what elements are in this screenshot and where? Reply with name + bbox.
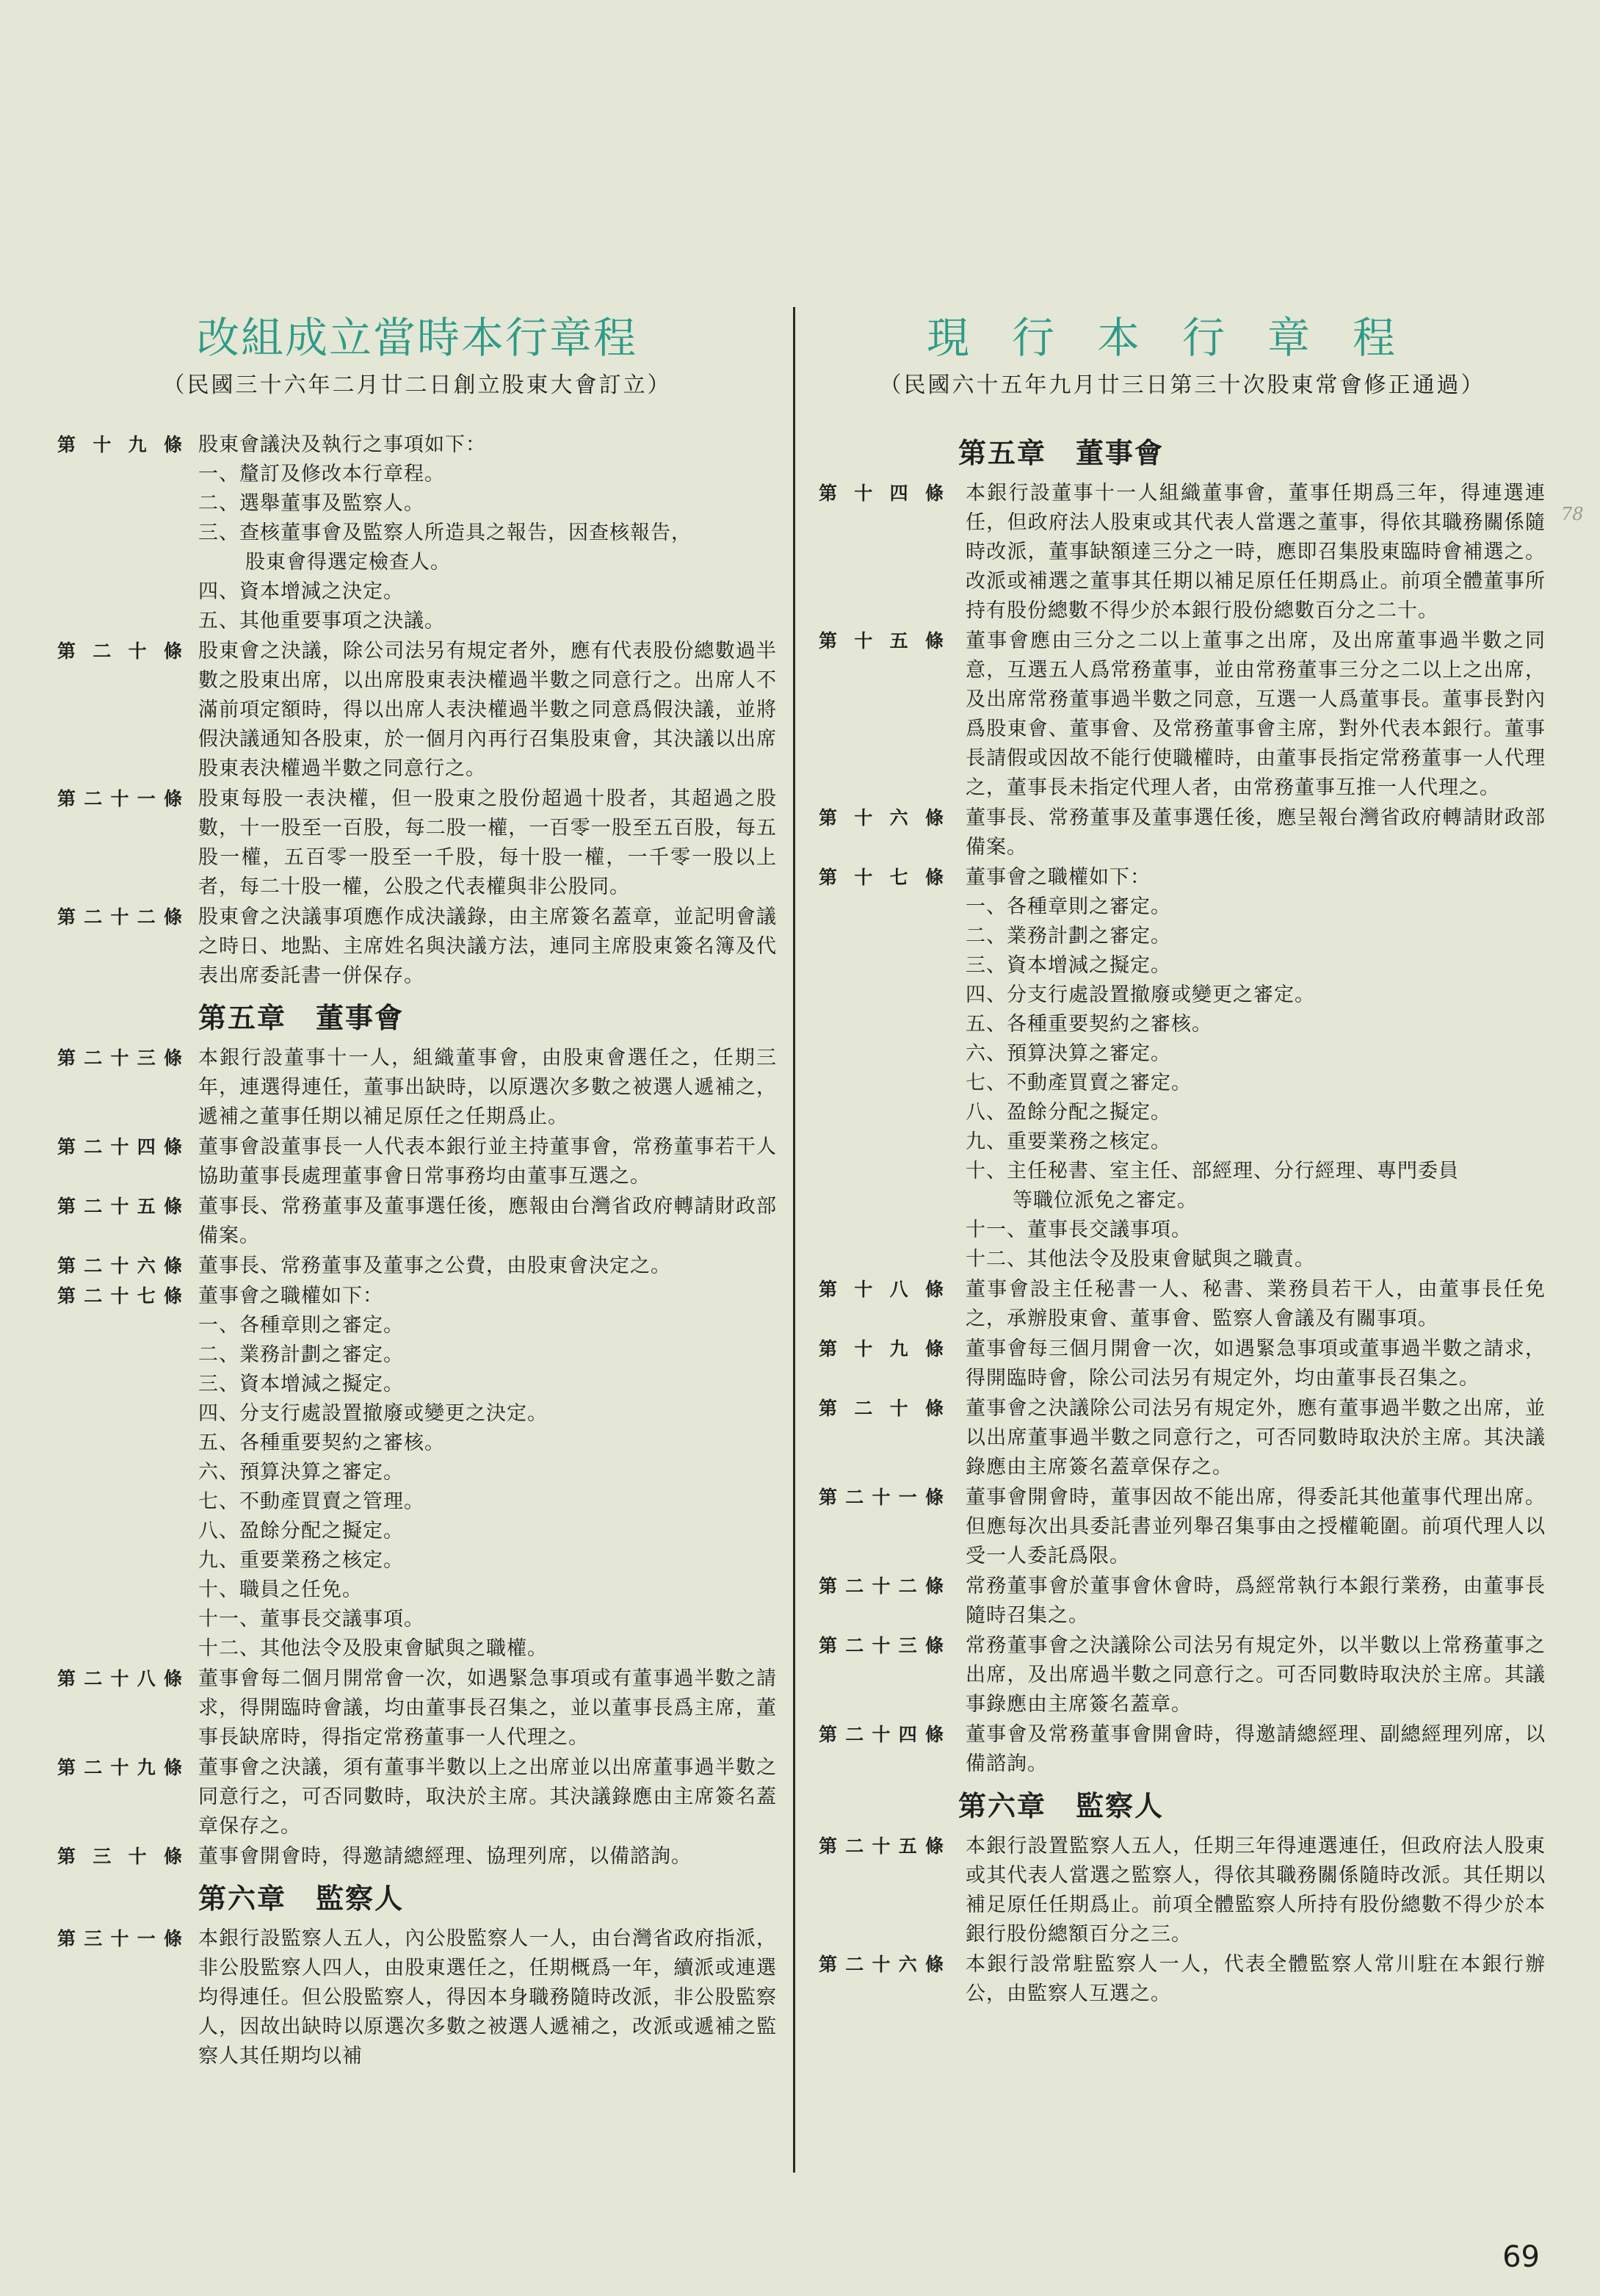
article-clause: 十二、其他法令及股東會賦與之職責。 <box>966 1248 1315 1271</box>
article-number: 第二十二條 <box>57 906 182 928</box>
article-clause: 等職位派免之審定。 <box>1013 1189 1198 1212</box>
article-text: 董事長、常務董事及董事之公費，由股東會決定之。 <box>198 1255 671 1277</box>
left-chapter-5-heading: 第五章 董事會 <box>198 1002 405 1034</box>
article <box>819 1572 1546 1631</box>
article-clause: 九、重要業務之核定。 <box>198 1549 404 1572</box>
article <box>57 637 777 784</box>
article-clause: 董事會之職權如下： <box>198 1285 383 1307</box>
article-clause: 二、業務計劃之審定。 <box>198 1343 404 1366</box>
article-clause: 二、業務計劃之審定。 <box>966 925 1171 947</box>
article <box>57 1664 777 1752</box>
article-number: 第二十八條 <box>57 1668 182 1689</box>
right-articles-b <box>819 1832 1546 2009</box>
article <box>819 627 1546 803</box>
article-number: 第十八條 <box>819 1279 944 1300</box>
article-number: 第三十條 <box>57 1846 182 1867</box>
article <box>57 1924 777 2071</box>
article-number: 第十七條 <box>819 867 944 888</box>
article <box>57 903 777 991</box>
left-subtitle: （民國三十六年二月廿二日創立股東大會訂立） <box>162 372 672 398</box>
article-number: 第二十二條 <box>819 1575 944 1597</box>
article <box>57 784 777 902</box>
right-subtitle: （民國六十五年九月廿三日第三十次股東常會修正通過） <box>879 372 1485 398</box>
article <box>819 1631 1546 1719</box>
article-number: 第二十三條 <box>819 1635 944 1656</box>
article-number: 第二十六條 <box>819 1954 944 1975</box>
article-text: 本銀行設監察人五人，內公股監察人一人，由台灣省政府指派，非公股監察人四人，由股東選任之，任期概爲一年，續派或連選均得連任。但公股監察人，得因本身職務隨時改派，非公股監察人，因故出缺時以原選次多數之被選人遞補之，改派或遞補之監察人其任期均以補 <box>198 1927 777 2068</box>
article-clause: 七、不動產買賣之審定。 <box>966 1072 1192 1094</box>
article-number: 第二十一條 <box>57 788 182 809</box>
article <box>57 1044 777 1132</box>
article-text: 本銀行設置監察人五人，任期三年得連選連任，但政府法人股東或其代表人當選之監察人，得依其職務關係隨時改派。其任期以補足原任任期爲止。前項全體監察人所持有股份總數不得少於本銀行股份總額百分之三。 <box>966 1835 1546 1946</box>
article <box>57 1842 777 1871</box>
article-number: 第二十七條 <box>57 1285 182 1307</box>
article-number: 第二十六條 <box>57 1255 182 1277</box>
article-number: 第十五條 <box>819 630 944 651</box>
article <box>819 1720 1546 1779</box>
left-column <box>57 308 777 2072</box>
article-number: 第二十四條 <box>819 1724 944 1745</box>
left-articles-a <box>57 430 777 991</box>
article-clause: 五、各種重要契約之審核。 <box>966 1013 1212 1036</box>
article-clause: 九、重要業務之核定。 <box>966 1130 1171 1153</box>
article-number: 第十六條 <box>819 807 944 828</box>
article-number: 第十四條 <box>819 483 944 504</box>
article-text: 董事會應由三分之二以上董事之出席，及出席董事過半數之同意，互選五人爲常務董事，並由常務董事三分之二以上之出席，及出席常務董事過半數之同意，互選一人爲董事長。董事長對內爲股東會、董事會、及常務董事會主席，對外代表本銀行。董事長請假或因故不能行使職權時，由董事長指定常務董事一人代理之，董事長未指定代理人者，由常務董事互推一人代理之。 <box>966 629 1546 799</box>
article-number: 第二十條 <box>57 640 182 662</box>
article-clause: 八、盈餘分配之擬定。 <box>966 1101 1171 1124</box>
article-clause: 六、預算決算之審定。 <box>966 1042 1171 1065</box>
article-clause: 一、各種章則之審定。 <box>966 895 1171 918</box>
article-number: 第二十五條 <box>819 1835 944 1857</box>
article-clause: 七、不動產買賣之管理。 <box>198 1490 424 1513</box>
article-number: 第十九條 <box>57 434 182 455</box>
article-clause: 十、主任秘書、室主任、部經理、分行經理、專門委員 <box>966 1160 1459 1183</box>
article-number: 第二十條 <box>819 1398 944 1419</box>
article <box>819 1275 1546 1334</box>
right-chapter-6-heading: 第六章 監察人 <box>958 1790 1165 1822</box>
article-text: 董事會開會時，董事因故不能出席，得委託其他董事代理出席。但應每次出具委託書並列舉召集事由之授權範圍。前項代理人以受一人委託爲限。 <box>966 1486 1546 1567</box>
article-text: 董事會設董事長一人代表本銀行並主持董事會，常務董事若干人協助董事長處理董事會日常事務均由董事互選之。 <box>198 1136 777 1188</box>
article-text: 董事會及常務董事會開會時，得邀請總經理、副總經理列席，以備諮詢。 <box>966 1723 1546 1775</box>
article-clause: 三、資本增減之擬定。 <box>966 954 1171 977</box>
article <box>819 1832 1546 1949</box>
article <box>819 1394 1546 1482</box>
article <box>57 1133 777 1191</box>
article-clause: 十一、董事長交議事項。 <box>966 1219 1192 1241</box>
article-clause: 四、資本增減之決定。 <box>198 580 404 603</box>
article-clause: 十一、董事長交議事項。 <box>198 1608 424 1631</box>
column-divider <box>793 307 795 2173</box>
article-clause: 二、選舉董事及監察人。 <box>198 492 424 515</box>
left-title: 改組成立當時本行章程 <box>196 313 637 363</box>
article-clause: 六、預算決算之審定。 <box>198 1461 404 1484</box>
article-clause: 一、釐訂及修改本行章程。 <box>198 463 445 485</box>
left-articles-c <box>57 1924 777 2071</box>
article <box>819 1335 1546 1393</box>
article-number: 第二十一條 <box>819 1487 944 1508</box>
article-clause: 三、查核董事會及監察人所造具之報告，因查核報告， <box>198 521 692 544</box>
article-text: 董事會開會時，得邀請總經理、協理列席，以備諮詢。 <box>198 1845 692 1868</box>
article-clause: 十、職員之任免。 <box>198 1578 363 1601</box>
article-text: 股東每股一表決權，但一股東之股份超過十股者，其超過之股數，十一股至一百股，每二股一權，一百零一股至五百股，每五股一權，五百零一股至一千股，每十股一權，一千零一股以上者，每二十股一權，公股之代表權與非公股同。 <box>198 787 777 898</box>
article-number: 第十九條 <box>819 1338 944 1360</box>
article-clause: 股東會議決及執行之事項如下： <box>198 433 486 456</box>
article <box>819 479 1546 626</box>
article-text: 董事會之決議除公司法另有規定外，應有董事過半數之出席，並以出席董事過半數之同意行之，可否同數時取決於主席。其決議錄應由主席簽名蓋章保存之。 <box>966 1397 1546 1479</box>
left-chapter-6-heading: 第六章 監察人 <box>198 1882 405 1915</box>
article <box>57 1192 777 1251</box>
article <box>819 863 1546 1274</box>
right-title: 現行本行章程 <box>926 313 1438 363</box>
article-number: 第二十三條 <box>57 1047 182 1069</box>
article-text: 常務董事會之決議除公司法另有規定外，以半數以上常務董事之出席，及出席過半數之同意行之。可否同數時取決於主席。其議事錄應由主席簽名蓋章。 <box>966 1634 1546 1716</box>
article-clause: 四、分支行處設置撤廢或變更之決定。 <box>198 1402 548 1425</box>
article <box>819 804 1546 862</box>
article-clause: 五、各種重要契約之審核。 <box>198 1432 445 1454</box>
article-number: 第二十四條 <box>57 1136 182 1158</box>
article-number: 第二十九條 <box>57 1757 182 1778</box>
left-articles-b <box>57 1044 777 1871</box>
article-text: 董事長、常務董事及董事選任後，應呈報台灣省政府轉請財政部備案。 <box>966 806 1546 859</box>
article-clause: 五、其他重要事項之決議。 <box>198 610 445 632</box>
article <box>819 1483 1546 1571</box>
article-text: 股東會之決議事項應作成決議錄，由主席簽名蓋章，並記明會議之時日、地點、主席姓名與決議方法，連同主席股東簽名簿及代表出席委託書一併保存。 <box>198 906 777 987</box>
article-clause: 股東會得選定檢查人。 <box>245 551 451 574</box>
page-number: 69 <box>1502 2240 1540 2274</box>
right-chapter-5-heading: 第五章 董事會 <box>958 437 1165 469</box>
article-text: 股東會之決議，除公司法另有規定者外，應有代表股份總數過半數之股東出席，以出席股東表決權過半數之同意行之。出席人不滿前項定額時，得以出席人表決權過半數之同意爲假決議，並將假決議通知各股東，於一個月內再行召集股東會，其決議以出席股東表決權過半數之同意行之。 <box>198 640 777 780</box>
margin-pencil-mark: 78 <box>1561 504 1584 524</box>
right-column <box>819 308 1546 2010</box>
article-text: 本銀行設董事十一人組織董事會，董事任期爲三年，得連選連任，但政府法人股東或其代表人當選之董事，得依其職務關係隨時改派，董事缺額達三分之一時，應即召集股東臨時會補選之。改派或補選之董事其任期以補足原任任期爲止。前項全體董事所持有股份總數不得少於本銀行股份總數百分之二十。 <box>966 482 1546 622</box>
article-number: 第二十五條 <box>57 1196 182 1217</box>
article-number: 第三十一條 <box>57 1928 182 1949</box>
article <box>57 1753 777 1841</box>
right-articles-a <box>819 479 1546 1779</box>
article-clause: 一、各種章則之審定。 <box>198 1314 404 1337</box>
article-clause: 八、盈餘分配之擬定。 <box>198 1520 404 1542</box>
article-text: 本銀行設董事十一人，組織董事會，由股東會選任之，任期三年，連選得連任，董事出缺時，以原選次多數之被選人遞補之，遞補之董事任期以補足原任之任期爲止。 <box>198 1047 777 1128</box>
article-clause: 四、分支行處設置撤廢或變更之審定。 <box>966 983 1315 1006</box>
article-text: 董事長、常務董事及董事選任後，應報由台灣省政府轉請財政部備案。 <box>198 1195 777 1247</box>
article-clause: 三、資本增減之擬定。 <box>198 1373 404 1396</box>
article <box>57 1252 777 1281</box>
article <box>57 430 777 636</box>
article-text: 本銀行設常駐監察人一人，代表全體監察人常川駐在本銀行辦公，由監察人互選之。 <box>966 1953 1546 2005</box>
article-text: 董事會設主任秘書一人、秘書、業務員若干人，由董事長任免之，承辦股東會、董事會、監察人會議及有關事項。 <box>966 1278 1546 1330</box>
article-text: 董事會每二個月開常會一次，如遇緊急事項或有董事過半數之請求，得開臨時會議，均由董事長召集之，並以董事長爲主席，董事長缺席時，得指定常務董事一人代理之。 <box>198 1667 777 1749</box>
article <box>819 1950 1546 2009</box>
article-text: 董事會每三個月開會一次，如遇緊急事項或董事過半數之請求，得開臨時會，除公司法另有規定外，均由董事長召集之。 <box>966 1337 1546 1390</box>
article <box>57 1282 777 1664</box>
article-clause: 十二、其他法令及股東會賦與之職權。 <box>198 1637 548 1660</box>
article-clause: 董事會之職權如下： <box>966 866 1151 889</box>
article-text: 董事會之決議，須有董事半數以上之出席並以出席董事過半數之同意行之，可否同數時，取決於主席。其決議錄應由主席簽名蓋章保存之。 <box>198 1756 777 1838</box>
article-text: 常務董事會於董事會休會時，爲經常執行本銀行業務，由董事長隨時召集之。 <box>966 1575 1546 1627</box>
